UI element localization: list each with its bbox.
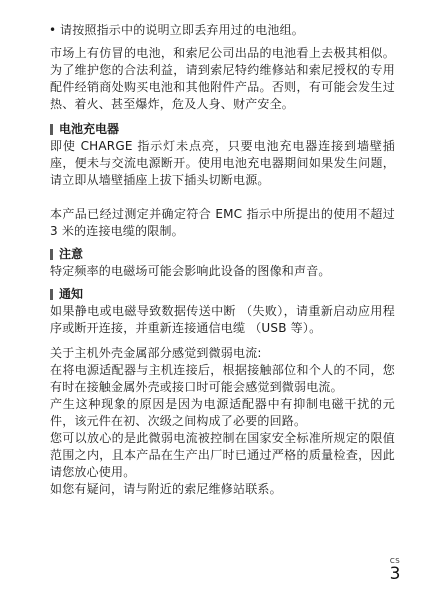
bullet-icon: • [49, 23, 57, 37]
page-footer [387, 557, 403, 583]
attention-heading-text: 注意 [59, 247, 84, 261]
dispose-bullet-item [50, 22, 395, 39]
dispose-bullet-text: 请按照指示中的说明立即丢弃用过的电池组。 [60, 23, 305, 37]
attention-paragraph: 特定频率的电磁场可能会影响此设备的图像和声音。 [50, 264, 331, 278]
emc-paragraph: 本产品已经过测定并确定符合 EMC 指示中所提出的使用不超过 3 米的连接电缆的限制。 [50, 207, 395, 238]
housing-paragraph-3: 您可以放心的是此微弱电流被控制在国家安全标准所规定的限值范围之内，且本产品在生产出厂时已通过严格的质量检查，因此请您放心使用。 [50, 431, 395, 479]
language-code: CS [389, 557, 401, 565]
battery-charger-paragraph: 即使 CHARGE 指示灯未点亮，只要电池充电器连接到墙壁插座，便未与交流电源断开。使用电池充电器期间如果发生问题，请立即从墙壁插座上拔下插头切断电源。 [50, 139, 395, 187]
page-number: 3 [389, 564, 401, 584]
heading-marker-icon [50, 249, 53, 260]
attention-heading [50, 246, 395, 263]
housing-current-title: 关于主机外壳金属部分感觉到微弱电流: [50, 346, 262, 360]
housing-paragraph-4: 如您有疑问，请与附近的索尼维修站联系。 [50, 482, 282, 496]
notice-heading-text: 通知 [59, 287, 84, 301]
heading-marker-icon [50, 124, 53, 135]
counterfeit-battery-paragraph: 市场上有仿冒的电池，和索尼公司出品的电池看上去极其相似。为了维护您的合法利益，请到索尼特约维修站和索尼授权的专用配件经销商处购买电池和其他附件产品。否则，有可能会发生过热、着火、甚至爆炸，危及人身、财产安全。 [50, 46, 395, 111]
housing-paragraph-1: 在将电源适配器与主机连接后，根据接触部位和个人的不同，您有时在接触金属外壳或接口时可能会感觉到微弱电流。 [50, 363, 395, 394]
battery-charger-heading [50, 121, 395, 138]
heading-marker-icon [50, 289, 53, 300]
notice-paragraph: 如果静电或电磁导致数据传送中断 （失败），请重新启动应用程序或断开连接，并重新连接通信电缆 （USB 等）。 [50, 304, 395, 335]
document-page [50, 22, 395, 498]
battery-charger-heading-text: 电池充电器 [59, 122, 120, 136]
notice-heading [50, 286, 395, 303]
housing-paragraph-2: 产生这种现象的原因是因为电源适配器中有抑制电磁干扰的元件，该元件在初、次级之间构成了必要的回路。 [50, 397, 395, 428]
